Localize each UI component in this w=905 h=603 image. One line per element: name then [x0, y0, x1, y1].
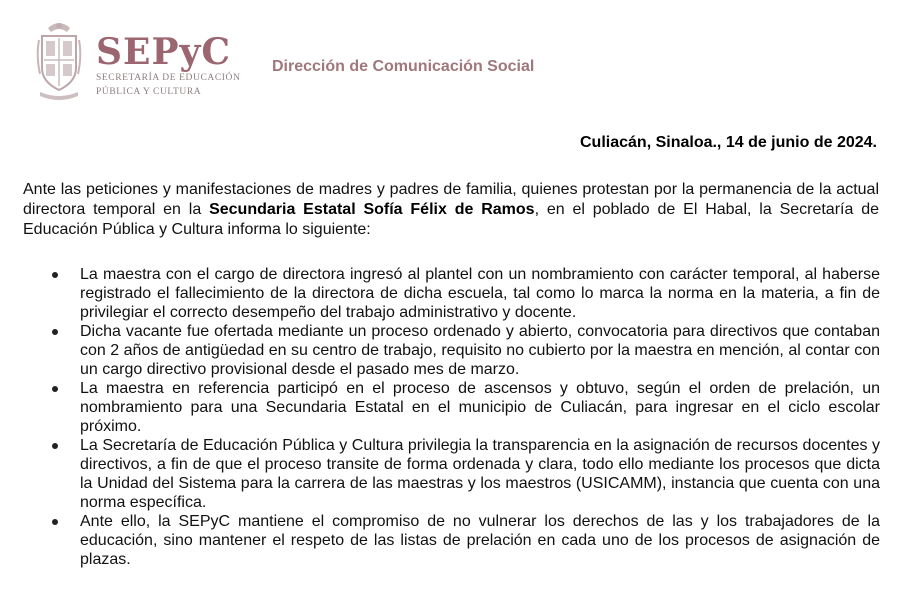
bullet-icon — [52, 519, 58, 525]
bullet-icon — [52, 329, 58, 335]
list-item — [0, 265, 880, 322]
list-item-text: Ante ello, la SEPyC mantiene el compromiso de no vulnerar los derechos de las y los trabajadores de la educación, sino mantener el respeto de las listas de prelación en cada uno de los procesos de asignación de plazas. — [80, 513, 880, 568]
logo-wordmark: SEPyC — [96, 31, 232, 73]
list-item-text: La maestra en referencia participó en el proceso de ascensos y obtuvo, según el orden de prelación, un nombramiento para una Secundaria Estatal en el municipio de Culiacán, para ingresar en el ciclo escolar próximo. — [80, 380, 880, 435]
list-item-text: La Secretaría de Educación Pública y Cultura privilegia la transparencia en la asignación de recursos docentes y directivos, a fin de que el proceso transite de forma ordenada y clara, todo ello mediante los procesos que dicta la Unidad del Sistema para la carrera de las maestras y los maestros (USICAMM), instancia que cuenta con una norma específica. — [80, 437, 880, 511]
list-item — [0, 322, 880, 379]
list-item-text: La maestra con el cargo de directora ingresó al plantel con un nombramiento con carácter temporal, al haberse registrado el fallecimiento de la directora de dicha escuela, tal como lo marca la norma en la materia, a fin de privilegiar el correcto desempeño del trabajo administrativo y docente. — [80, 266, 880, 321]
dateline: Culiacán, Sinaloa., 14 de junio de 2024. — [580, 134, 877, 151]
school-name: Secundaria Estatal Sofía Félix de Ramos — [209, 201, 535, 218]
list-item — [0, 436, 880, 512]
bullet-icon — [52, 272, 58, 278]
bullet-icon — [52, 386, 58, 392]
department-title: Dirección de Comunicación Social — [272, 58, 535, 75]
intro-paragraph — [23, 180, 879, 240]
bullet-icon — [52, 443, 58, 449]
intro-text-2: , en el poblado de El Habal, la Secretaría de Educación Pública y Cultura informa lo siguiente: — [23, 201, 880, 238]
letterhead — [0, 0, 905, 110]
list-item-text: Dicha vacante fue ofertada mediante un proceso ordenado y abierto, convocatoria para directivos que contaban con 2 años de antigüedad en su centro de trabajo, requisito no cubierto por la maestra en mención, al contar con un cargo directivo provisional desde el pasado mes de marzo. — [80, 323, 880, 378]
list-item — [0, 379, 880, 436]
logo-subtitle-line-2: PÚBLICA Y CULTURA — [96, 87, 202, 97]
statement-list — [0, 265, 880, 569]
logo-subtitle-line-1: SECRETARÍA DE EDUCACIÓN — [96, 73, 241, 83]
sepyc-logo — [96, 31, 241, 98]
state-emblem-icon — [34, 16, 84, 102]
list-item — [0, 512, 880, 569]
intro-text-1: Ante las peticiones y manifestaciones de madres y padres de familia, quienes protestan por la permanencia de la actual directora temporal en la — [23, 181, 879, 218]
